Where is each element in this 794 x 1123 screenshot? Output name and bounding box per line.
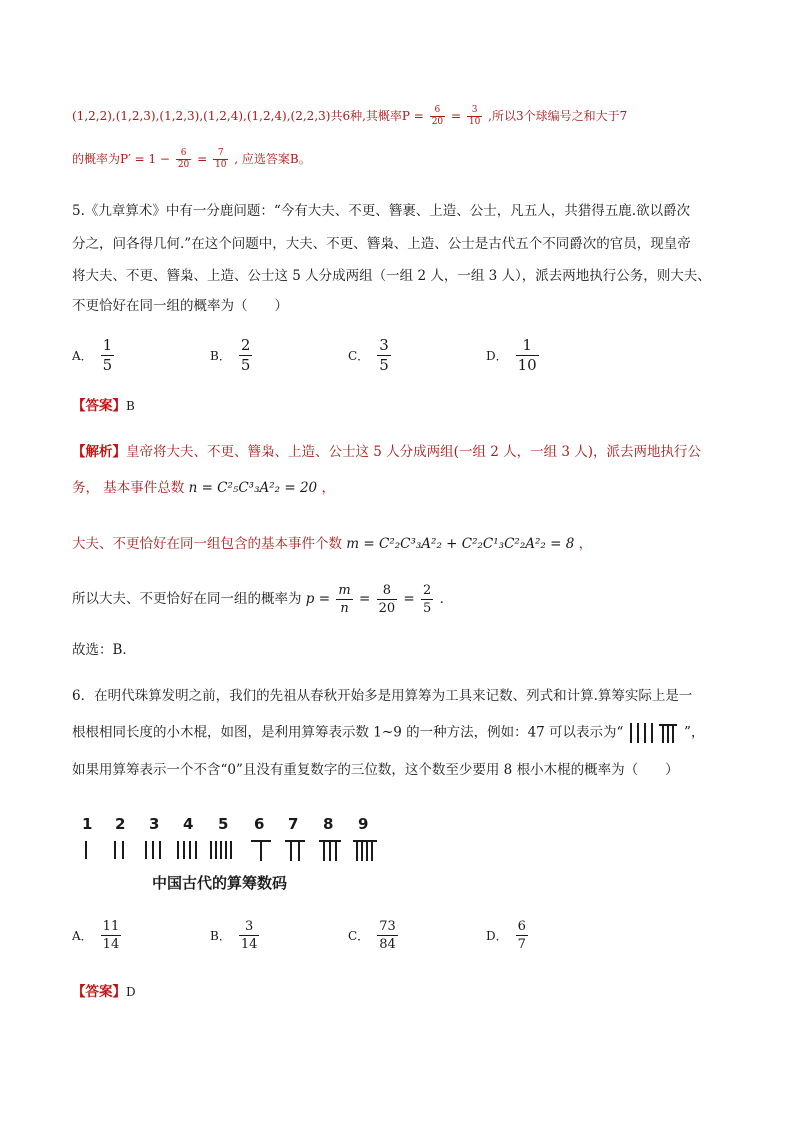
q6-text-line-2: 根根相同长度的小木棍，如图，是利用算筹表示数 1~9 的一种方法，例如：47 可以表示为“ ”， [72, 722, 704, 744]
prev-solution-line-2: 的概率为P′ = 1 − $\frac{6}{20}$ = $\frac{7}{10}$ , 应选答案B。 [72, 148, 311, 170]
rod-number-2: 2 [115, 815, 126, 833]
q5-text-line-3: 将大夫、不更、簪枭、上造、公士这 5 人分成两组（一组 2 人，一组 3 人），派去两地执行公务，则大夫、 [72, 268, 711, 284]
q5-analysis-line-3: 大夫、不更恰好在同一组包含的基本事件个数 m = C²₂C³₃A²₂ + C²₂C¹₃C²₂A²₂ = 8 ， [72, 536, 593, 552]
q6-answer: 【答案】D [72, 984, 136, 1000]
q5-analysis-line-1: 【解析】皇帝将大夫、不更、簪枭、上造、公士这 5 人分成两组(一组 2 人，一组 3 人)，派去两地执行公 [72, 444, 702, 460]
q5-text-line-2: 分之，问各得几何.”在这个问题中，大夫、不更、簪枭、上造、公士是古代五个不同爵次的官员，现皇帝 [72, 236, 691, 252]
q5-option-b[interactable]: B． $\frac{2}{5}$ [210, 336, 251, 374]
q5-analysis-line-4: 所以大夫、不更恰好在同一组的概率为 p = $\frac{m}{n}$ = $\frac{8}{20}$ = $\frac{2}{5}$ ． [72, 583, 454, 616]
q6-text-line-3: 如果用算筹表示一个不含“0”且没有重复数字的三位数，这个数至少要用 8 根小木棍的概率为（ ） [72, 762, 679, 778]
q6-option-b[interactable]: B． $\frac{3}{14}$ [210, 919, 258, 952]
rod-number-1: 1 [82, 815, 93, 833]
q5-text-line-1: 5.《九章算术》中有一分鹿问题：“今有大夫、不更、簪裹、上造、公士，凡五人，共猎得五鹿.欲以爵次 [72, 203, 691, 219]
rod-number-5: 5 [218, 815, 229, 833]
q5-option-a[interactable]: A． $\frac{1}{5}$ [72, 336, 113, 374]
q5-analysis-line-2: 务， 基本事件总数 n = C²₅C³₃A²₂ = 20 ， [72, 480, 335, 496]
fraction-7-10: $\frac{7}{10}$ [215, 148, 227, 170]
rod-number-9: 9 [358, 815, 369, 833]
rod-number-8: 8 [323, 815, 334, 833]
counting-rods-glyphs-icon [72, 837, 392, 865]
fraction-3-10: $\frac{3}{10}$ [468, 105, 481, 127]
prev-solution-line-1: (1,2,2),(1,2,3),(1,2,3),(1,2,4),(1,2,4),(2,2,3)共6种,其概率P = $\frac{6}{20}$ = $\frac{3}{10}$ ,所以3个球编号之和大于7 [72, 105, 628, 127]
q6-option-c[interactable]: C． $\frac{73}{84}$ [348, 919, 396, 952]
q6-option-a[interactable]: A． $\frac{11}{14}$ [72, 919, 120, 952]
counting-rods-figure [72, 815, 392, 895]
q5-answer: 【答案】B [72, 398, 135, 414]
q6-option-d[interactable]: D． $\frac{6}{7}$ [486, 919, 526, 952]
q5-choose: 故选：B． [72, 642, 136, 658]
rod-number-4: 4 [183, 815, 194, 833]
q6-text-line-1: 6．在明代珠算发明之前，我们的先祖从春秋开始多是用算筹为工具来记数、列式和计算.算筹实际上是一 [72, 688, 693, 704]
fraction-6-20-b: $\frac{6}{20}$ [177, 148, 190, 170]
q5-option-d[interactable]: D． $\frac{1}{10}$ [486, 336, 537, 374]
counting-rods-47-icon [628, 722, 680, 744]
rod-number-6: 6 [254, 815, 265, 833]
q5-option-c[interactable]: C． $\frac{3}{5}$ [348, 336, 389, 374]
rod-number-7: 7 [288, 815, 299, 833]
fraction-6-20: $\frac{6}{20}$ [431, 105, 444, 127]
figure-caption: 中国古代的算筹数码 [152, 874, 288, 892]
rod-number-3: 3 [149, 815, 160, 833]
q5-text-line-4: 不更恰好在同一组的概率为（ ） [72, 298, 288, 314]
